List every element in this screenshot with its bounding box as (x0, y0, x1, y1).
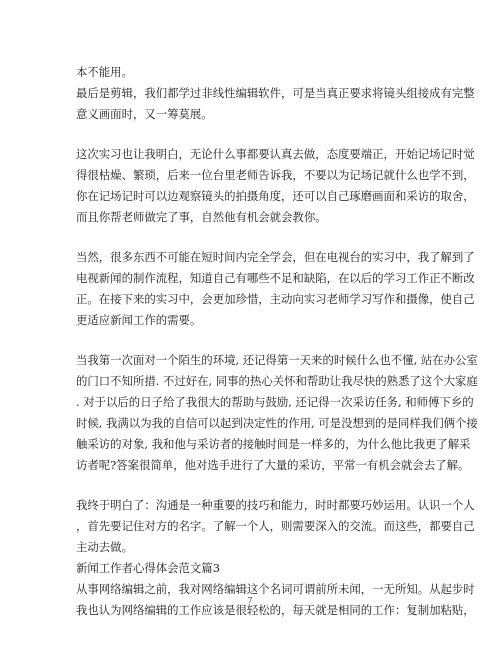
text-line: 得很枯燥、繁琐，后来一位台里老师告诉我，不要以为记场记就什么也学不到， (76, 168, 475, 182)
text-line: ，首先要记住对方的名字。了解一个人，则需要深入的交流。而这些，都要自己 (76, 519, 475, 533)
paragraph-gap (76, 476, 428, 495)
text-line: 当然，很多东西不可能在短时间内完全学会，但在电视台的实习中，我了解到了 (76, 250, 475, 264)
text-line: 当我第一次面对一个陌生的环境, 还记得第一天来的时候什么也不懂, 站在办公室 (76, 353, 478, 367)
text-line: 我也认为网络编辑的工作应该是很轻松的，每天就是相同的工作：复制加粘贴， (76, 603, 475, 617)
text-line: 最后是剪辑，我们都学过非线性编辑软件，可是当真正要求将镜头组接成有完整 (76, 86, 475, 100)
page-number: 7 (247, 596, 253, 605)
text-line: 我终于明白了：沟通是一种重要的技巧和能力，时时都要巧妙运用。认识一个人 (76, 498, 475, 512)
text-line: 时候, 我满以为我的自信可以起到决定性的作用, 可是没想到的是同样我们俩个接 (76, 416, 478, 430)
text-line: 更适应新闻工作的需要。 (76, 313, 202, 327)
paragraph-2 (76, 144, 475, 228)
section-heading: 新闻工作者心得体会范文篇3 (76, 561, 220, 575)
paragraph-gap (76, 125, 428, 144)
text-line: 电视新闻的制作流程，知道自己有哪些不足和缺陷，在以后的学习工作正不断改 (76, 271, 475, 285)
text-line: 主动去做。 (76, 540, 133, 554)
text-line: 你在记场记时可以边观察镜头的拍摄角度，还可以自己琢磨画面和采访的取舍， (76, 189, 475, 203)
text-line: 访者呢?答案很简单，他对选手进行了大量的采访，平常一有机会就会去了解。 (76, 458, 470, 472)
paragraph-3 (76, 247, 475, 331)
text-line: 意义画面时，又一筹莫展。 (76, 107, 213, 121)
paragraph-1 (76, 62, 475, 125)
text-line: 而且你帮老师做完了事，自然他有机会就会教你。 (76, 210, 327, 224)
paragraph-gap (76, 331, 428, 350)
text-line: 这次实习也让我明白，无论什么事都要认真去做，态度要端正，开始记场记时觉 (76, 147, 475, 161)
text-line: 从事网络编辑之前，我对网络编辑这个名词可谓前所未闻，一无所知。从起步时 (76, 582, 475, 596)
text-line: . 对于以后的日子给了我很大的帮助与鼓励, 还记得一次采访任务, 和师傅下乡的 (76, 395, 474, 409)
text-line: 正。在接下来的实习中，会更加珍惜，主动向实习老师学习写作和摄像，使自己 (76, 292, 475, 306)
paragraph-4 (76, 350, 478, 476)
body-text (76, 62, 478, 621)
paragraph-gap (76, 228, 428, 247)
text-line: 的门口不知所措. 不过好在, 同事的热心关怀和帮助让我尽快的熟悉了这个大家庭 (76, 374, 478, 388)
text-line: 触采访的对象, 我和他与采访者的接触时间是一样多的，为什么他比我更了解采 (76, 437, 471, 451)
paragraph-5 (76, 495, 475, 558)
text-line: 本不能用。 (76, 65, 133, 79)
